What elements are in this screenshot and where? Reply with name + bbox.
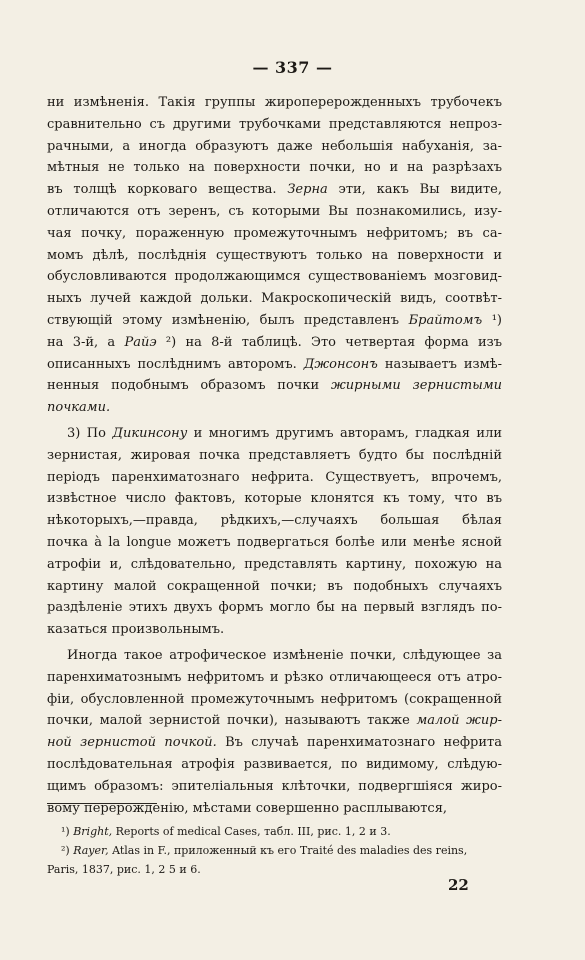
italic-text: жирными зернистыми [331,378,502,394]
text-run: атрофіи и, слѣдовательно, представлять картину, похожую на [47,556,502,572]
text-line [47,488,502,510]
text-line [47,179,502,201]
text-line [47,710,502,732]
text-run: эти, какъ Вы видите, [327,182,502,198]
body-text [47,92,502,819]
text-line [47,92,502,114]
paragraph [47,423,502,641]
text-run: ²) [61,844,74,857]
footnote-line [47,822,502,841]
text-line [47,223,502,245]
text-run: въ толщѣ корковаго вещества. [47,182,288,198]
text-run: почки, малой зернистой почки), называютъ также [47,713,417,729]
text-line [47,397,502,419]
text-line [47,375,502,397]
italic-text: Дикинсону [112,425,188,441]
italic-text: Bright, [73,825,113,838]
text-run: и многимъ другимъ авторамъ, гладкая или [187,425,502,441]
text-line [47,467,502,489]
text-line [47,689,502,711]
text-run: щимъ образомъ: эпителіальныя клѣточки, подвергшіяся жиро- [47,778,502,794]
text-run: 3) По [67,425,113,441]
text-line [47,667,502,689]
text-run: нѣкоторыхъ,—правда, рѣдкихъ,—случаяхъ большая бѣлая [47,513,502,529]
text-run: фіи, обусловленной промежуточнымъ нефритомъ (сокращенной [47,691,502,707]
text-run: сравнительно съ другими трубочками представляются непроз- [47,116,502,132]
text-run: ныхъ лучей каждой дольки. Макроскопическій видъ, соотвѣт- [47,291,502,307]
text-line [47,798,502,820]
text-run: ствующій этому измѣненію, былъ представленъ [47,312,409,328]
text-line [47,554,502,576]
text-run: обусловливаются продолжающимся существованіемъ мозговид- [47,269,502,285]
text-run: раздѣленіе этихъ двухъ формъ могло бы на первый взглядъ по- [47,600,502,616]
text-line [47,288,502,310]
text-run: описанныхъ послѣднимъ авторомъ. [47,356,304,372]
italic-text: Брайтомъ [408,312,483,328]
text-run: на 3-й, а [47,334,125,350]
text-line [47,619,502,641]
footnote-line [47,841,502,860]
text-line [47,136,502,158]
text-run: чая почку, пораженную промежуточнымъ нефритомъ; въ са- [47,225,502,241]
italic-text: Зерна [287,182,328,198]
text-run: момъ дѣлѣ, послѣднія существуютъ только на поверхности и [47,247,502,263]
text-run: ¹) [61,825,74,838]
text-line [47,776,502,798]
text-line [47,310,502,332]
text-run: Atlas in F., приложенный къ его Traité des maladies des reins, [108,844,468,857]
footnotes [47,822,502,879]
italic-text: малой жир- [416,713,502,729]
text-line [47,576,502,598]
text-line [47,532,502,554]
text-line [47,266,502,288]
footnote-line [47,860,502,879]
text-run: казаться произвольнымъ. [47,622,225,638]
text-run: называетъ измѣ- [377,356,502,372]
text-line [47,645,502,667]
text-line [47,754,502,776]
text-run: отличаются отъ зеренъ, съ которыми Вы познакомились, изу- [47,203,502,219]
italic-text: почками. [47,400,111,416]
text-run: Paris, 1837, рис. 1, 2 5 и 6. [47,863,201,876]
page-number: — 337 — [252,58,333,77]
footnote-rule [47,803,157,804]
text-run: ¹) [482,312,502,328]
text-line [47,114,502,136]
text-run: зернистая, жировая почка представляетъ будто бы послѣдній [47,447,502,463]
text-line [47,510,502,532]
text-run: Reports of medical Cases, табл. III, рис. 1, 2 и 3. [112,825,391,838]
text-line [47,201,502,223]
text-run: періодъ паренхиматознаго нефрита. Существуетъ, впрочемъ, [47,469,502,485]
text-line [47,354,502,376]
italic-text: ной зернистой почкой. [47,735,217,751]
text-line [47,332,502,354]
paragraph [47,645,502,819]
text-line [47,597,502,619]
text-run: картину малой сокращенной почки; въ подобныхъ случаяхъ [47,578,502,594]
italic-text: Райэ [124,334,157,350]
text-run: ненныя подобнымъ образомъ почки [47,378,331,394]
text-run: мѣтныя не только на поверхности почки, но и на разрѣзахъ [47,160,502,176]
text-run: Въ случаѣ паренхиматознаго нефрита [216,735,502,751]
paragraph [47,92,502,419]
text-run: почка à la longue можетъ подвергаться болѣе или менѣе ясной [47,534,502,550]
text-run: паренхиматознымъ нефритомъ и рѣзко отличающееся отъ атро- [47,669,502,685]
text-run: послѣдовательная атрофія развивается, по видимому, слѣдую- [47,756,502,772]
signature-mark: 22 [448,876,469,894]
text-line [47,445,502,467]
text-line [47,245,502,267]
italic-text: Джонсонъ [303,356,378,372]
text-run: ни измѣненія. Такія группы жироперерожденныхъ трубочекъ [47,95,502,110]
text-run: рачными, а иногда образуютъ даже небольшія набуханія, за- [47,138,502,154]
text-line [47,732,502,754]
italic-text: Rayer, [73,844,109,857]
text-run: извѣстное число фактовъ, которые клонятся къ тому, что въ [47,491,502,507]
text-run: ²) на 8-й таблицѣ. Это четвертая форма изъ [156,334,502,350]
text-run: Иногда такое атрофическое измѣненіе почки, слѣдующее за [67,647,502,663]
text-line [47,157,502,179]
text-line [47,423,502,445]
text-run: вому перерожденію, мѣстами совершенно расплываются, [47,800,448,816]
